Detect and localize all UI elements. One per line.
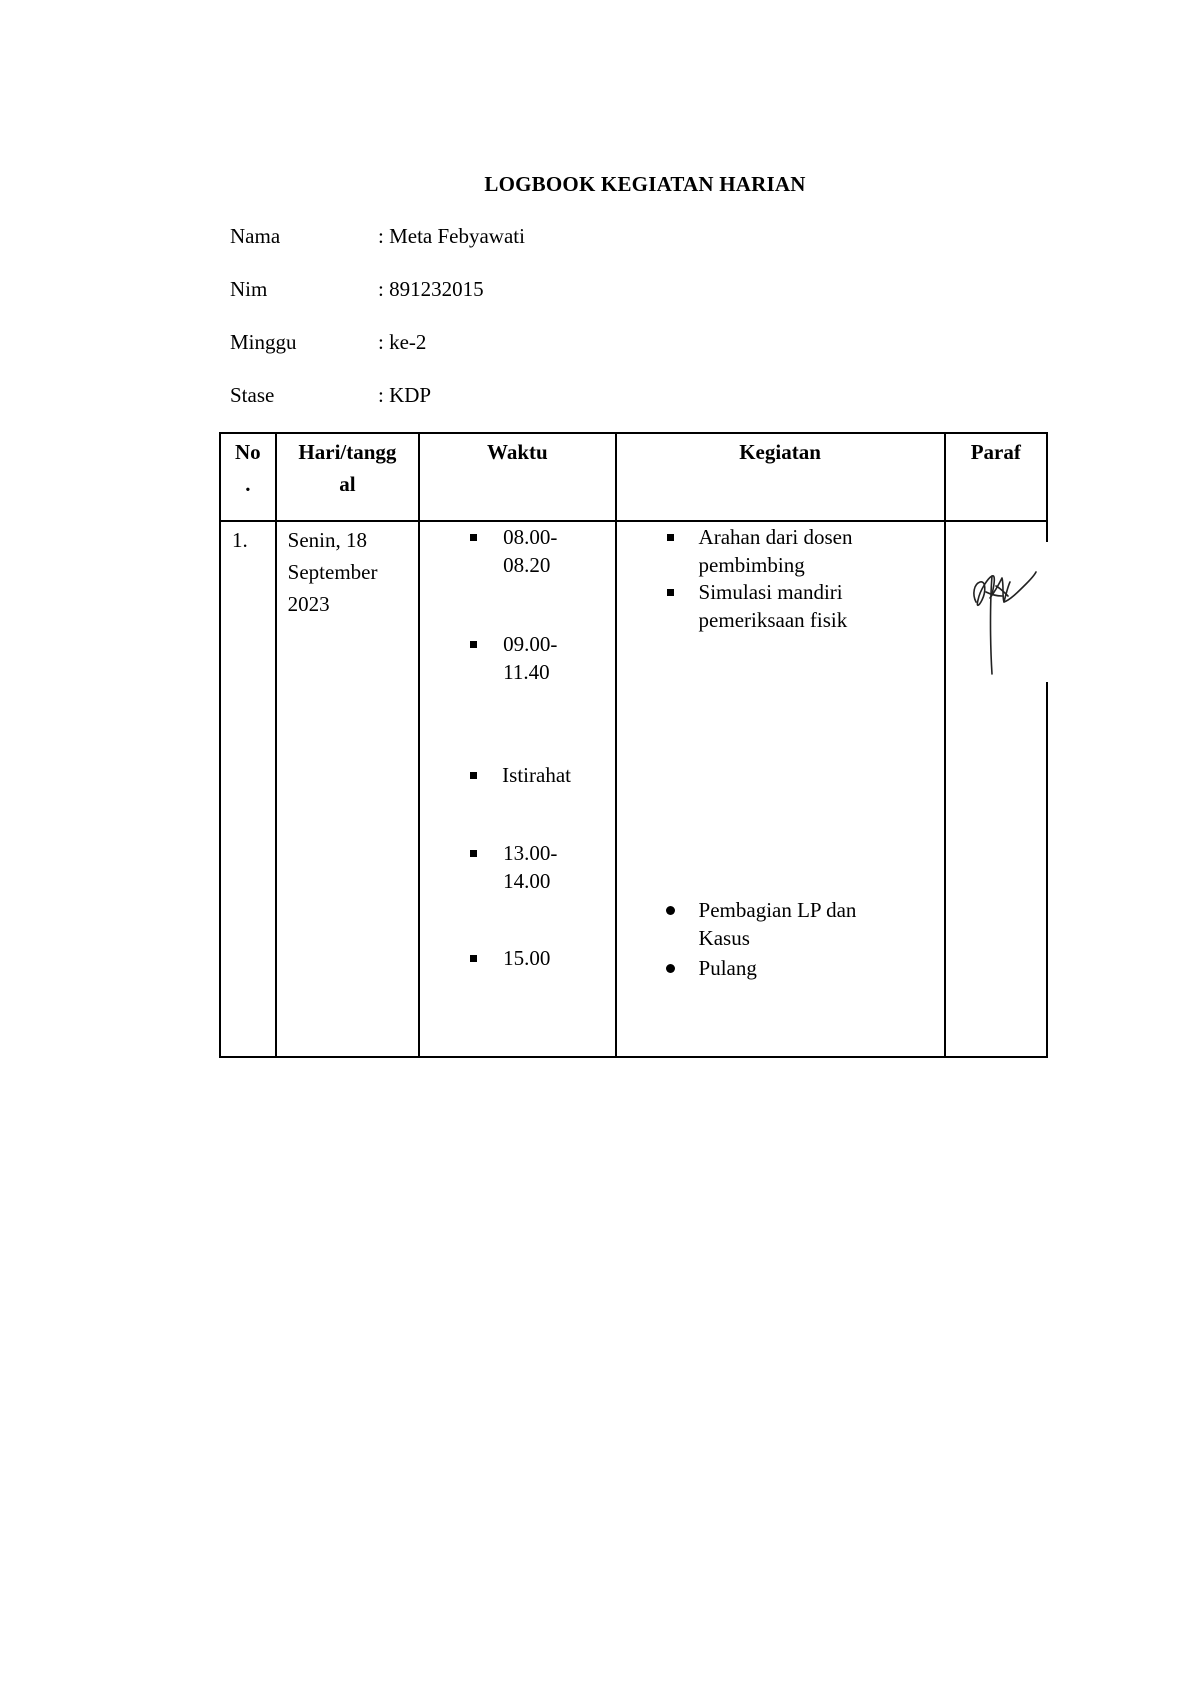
time-1-line2: 08.20	[503, 553, 551, 577]
cell-activity	[616, 521, 945, 1057]
cell-paraf	[945, 521, 1047, 1057]
square-bullet-icon	[470, 772, 477, 779]
info-nama-value: : Meta Febyawati	[378, 224, 525, 248]
header-activity: Kegiatan	[616, 433, 945, 521]
info-nama	[230, 224, 525, 249]
time-4-line2: 14.00	[503, 869, 551, 893]
time-2-line2: 11.40	[503, 660, 550, 684]
square-bullet-icon	[470, 955, 477, 962]
header-day-line2: al	[339, 472, 356, 496]
activity-2-line2: pemeriksaan fisik	[698, 608, 848, 632]
dot-bullet-icon	[666, 906, 675, 915]
header-no-line2: .	[245, 472, 251, 496]
info-nim-value: : 891232015	[378, 277, 484, 301]
info-minggu	[230, 330, 426, 355]
header-paraf: Paraf	[945, 433, 1047, 521]
dot-bullet-icon	[666, 964, 675, 973]
info-nim	[230, 277, 484, 302]
header-day	[276, 433, 420, 521]
header-no-line1: No	[235, 440, 261, 464]
time-4-line1: 13.00-	[503, 841, 558, 865]
time-2-line1: 09.00-	[503, 632, 558, 656]
time-3-line1: Istirahat	[502, 763, 571, 787]
square-bullet-icon	[470, 850, 477, 857]
info-stase-value: : KDP	[378, 383, 432, 407]
info-minggu-value: : ke-2	[378, 330, 427, 354]
cell-no	[220, 521, 276, 1057]
square-bullet-icon	[667, 589, 674, 596]
table-header-row	[220, 433, 1047, 521]
activity-1-line2: pembimbing	[698, 553, 805, 577]
time-1-line1: 08.00-	[503, 525, 558, 549]
activity-4-line1: Pulang	[698, 956, 757, 980]
header-day-line1: Hari/tangg	[298, 440, 397, 464]
table-row	[220, 521, 1047, 1057]
day-line2: September	[287, 560, 378, 584]
info-stase-label: Stase	[230, 383, 275, 407]
activity-3-line2: Kasus	[698, 926, 750, 950]
signature-icon	[946, 542, 1050, 682]
header-time: Waktu	[419, 433, 615, 521]
header-no	[220, 433, 276, 521]
signature-area	[946, 542, 1050, 682]
info-nim-label: Nim	[230, 277, 268, 301]
day-line3: 2023	[287, 592, 330, 616]
cell-day	[276, 521, 420, 1057]
logbook-table	[219, 432, 1048, 1058]
cell-time	[419, 521, 615, 1057]
activity-3-line1: Pembagian LP dan	[698, 898, 857, 922]
info-minggu-label: Minggu	[230, 330, 297, 354]
square-bullet-icon	[470, 534, 477, 541]
square-bullet-icon	[667, 534, 674, 541]
row-number: 1.	[232, 528, 248, 552]
time-5-line1: 15.00	[503, 946, 551, 970]
activity-1-line1: Arahan dari dosen	[698, 525, 853, 549]
activity-2-line1: Simulasi mandiri	[698, 580, 843, 604]
day-line1: Senin, 18	[287, 528, 368, 552]
square-bullet-icon	[470, 641, 477, 648]
page-title: LOGBOOK KEGIATAN HARIAN	[484, 172, 806, 196]
info-stase	[230, 383, 431, 408]
info-nama-label: Nama	[230, 224, 281, 248]
